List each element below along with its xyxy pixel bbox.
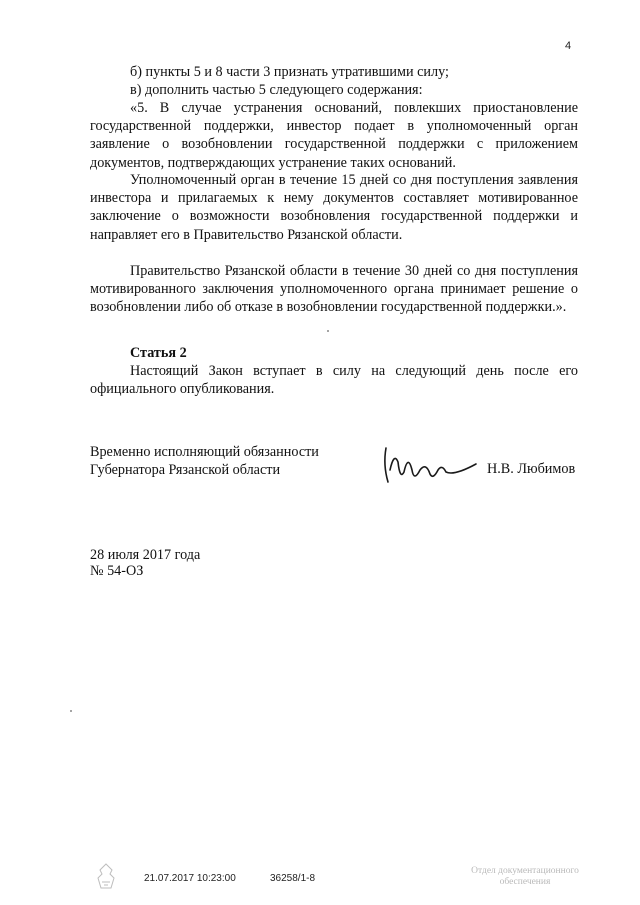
paragraph-authorized-body: Уполномоченный орган в течение 15 дней со дня поступления заявления инвестора и прилагаемых к нему документов составляет мотивированное заключение о возможности возобновления государственной поддержки и направляет его в Правительство Рязанской области. xyxy=(90,172,578,243)
paragraph-5: «5. В случае устранения оснований, повлекших приостановление государственной поддержки, инвестор подает в уполномоченный орган заявление о возобновлении государственной поддержки с приложением документов, подтверждающих устранение таких оснований. xyxy=(90,100,578,171)
handwritten-signature xyxy=(380,440,480,495)
law-details xyxy=(90,548,200,579)
page-number: 4 xyxy=(565,40,572,52)
footer-timestamp: 21.07.2017 10:23:00 xyxy=(144,873,236,884)
article-heading: Статья 2 xyxy=(130,345,187,361)
law-number: № 54-ОЗ xyxy=(90,562,144,579)
stamp-line2: обеспечения xyxy=(499,877,551,887)
dot-mark xyxy=(70,710,72,712)
dot-mark xyxy=(327,330,329,332)
department-stamp xyxy=(450,866,600,888)
footer-doc-id: 36258/1-8 xyxy=(270,873,316,884)
item-b: б) пункты 5 и 8 части 3 признать утратившими силу; xyxy=(130,64,449,80)
signer-name: Н.В. Любимов xyxy=(487,461,576,477)
article-text: Настоящий Закон вступает в силу на следующий день после его официального опубликования. xyxy=(90,363,578,398)
coat-of-arms-logo xyxy=(92,862,120,897)
signer-position-line2: Губернатора Рязанской области xyxy=(90,462,281,479)
law-date: 28 июля 2017 года xyxy=(90,547,201,563)
item-v: в) дополнить частью 5 следующего содержания: xyxy=(130,82,423,98)
stamp-line1: Отдел документационного xyxy=(471,866,579,876)
signer-position xyxy=(90,443,319,479)
signer-position-line1: Временно исполняющий обязанности xyxy=(90,444,319,460)
paragraph-government: Правительство Рязанской области в течение 30 дней со дня поступления мотивированного заключения уполномоченного органа принимает решение о возобновлении либо об отказе в возобновлении государственной поддержки.». xyxy=(90,263,578,316)
